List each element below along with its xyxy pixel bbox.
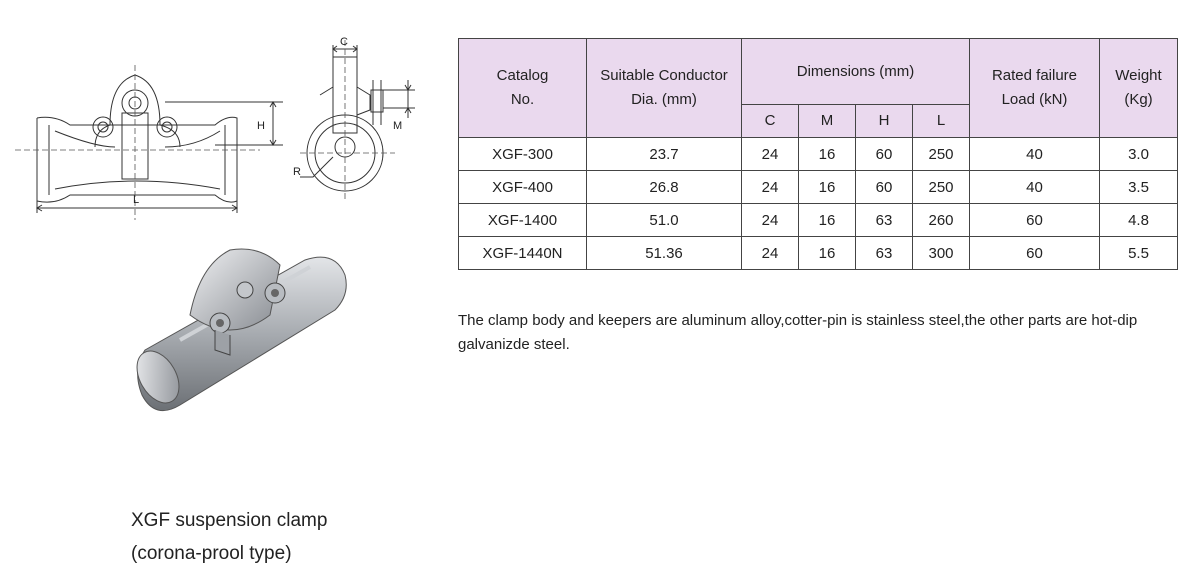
cell-weight: 3.5 xyxy=(1100,171,1178,204)
cell-h: 60 xyxy=(856,171,913,204)
cell-m: 16 xyxy=(799,171,856,204)
cell-m: 16 xyxy=(799,138,856,171)
header-dimensions: Dimensions (mm) xyxy=(742,39,970,105)
caption-subtitle: (corona-prool type) xyxy=(131,543,292,564)
cell-weight: 5.5 xyxy=(1100,237,1178,270)
cell-l: 300 xyxy=(913,237,970,270)
cell-c: 24 xyxy=(742,237,799,270)
cell-catalog: XGF-1440N xyxy=(459,237,587,270)
spec-table xyxy=(458,38,1178,270)
cell-weight: 3.0 xyxy=(1100,138,1178,171)
cell-dia: 51.36 xyxy=(587,237,742,270)
cell-h: 63 xyxy=(856,237,913,270)
label-l: L xyxy=(133,194,140,206)
cell-l: 250 xyxy=(913,171,970,204)
header-catalog: Catalog No. xyxy=(459,39,587,138)
header-dim-m: M xyxy=(799,105,856,138)
cell-load: 60 xyxy=(970,237,1100,270)
cell-load: 40 xyxy=(970,171,1100,204)
cell-catalog: XGF-400 xyxy=(459,171,587,204)
clamp-photo xyxy=(120,235,380,435)
cell-l: 250 xyxy=(913,138,970,171)
header-dim-l: L xyxy=(913,105,970,138)
cell-c: 24 xyxy=(742,138,799,171)
table-row xyxy=(459,171,1178,204)
cell-load: 40 xyxy=(970,138,1100,171)
technical-drawing xyxy=(15,35,435,225)
cell-h: 63 xyxy=(856,204,913,237)
header-dim-c: C xyxy=(742,105,799,138)
table-row xyxy=(459,237,1178,270)
caption-title: XGF suspension clamp xyxy=(131,510,328,531)
cell-load: 60 xyxy=(970,204,1100,237)
header-rated-load: Rated failure Load (kN) xyxy=(970,39,1100,138)
cell-catalog: XGF-1400 xyxy=(459,204,587,237)
label-c: C xyxy=(340,36,348,48)
cell-dia: 51.0 xyxy=(587,204,742,237)
cell-dia: 23.7 xyxy=(587,138,742,171)
cell-c: 24 xyxy=(742,171,799,204)
header-conductor-dia: Suitable Conductor Dia. (mm) xyxy=(587,39,742,138)
label-h: H xyxy=(257,120,265,132)
material-note: The clamp body and keepers are aluminum alloy,cotter-pin is stainless steel,the other parts are hot-dip galvanizde steel. xyxy=(458,312,1138,353)
table-row xyxy=(459,204,1178,237)
cell-catalog: XGF-300 xyxy=(459,138,587,171)
cell-c: 24 xyxy=(742,204,799,237)
label-r: R xyxy=(293,166,301,178)
header-weight: Weight (Kg) xyxy=(1100,39,1178,138)
cell-m: 16 xyxy=(799,204,856,237)
cell-m: 16 xyxy=(799,237,856,270)
cell-h: 60 xyxy=(856,138,913,171)
label-m: M xyxy=(393,120,403,132)
cell-dia: 26.8 xyxy=(587,171,742,204)
cell-l: 260 xyxy=(913,204,970,237)
header-dim-h: H xyxy=(856,105,913,138)
table-row xyxy=(459,138,1178,171)
cell-weight: 4.8 xyxy=(1100,204,1178,237)
